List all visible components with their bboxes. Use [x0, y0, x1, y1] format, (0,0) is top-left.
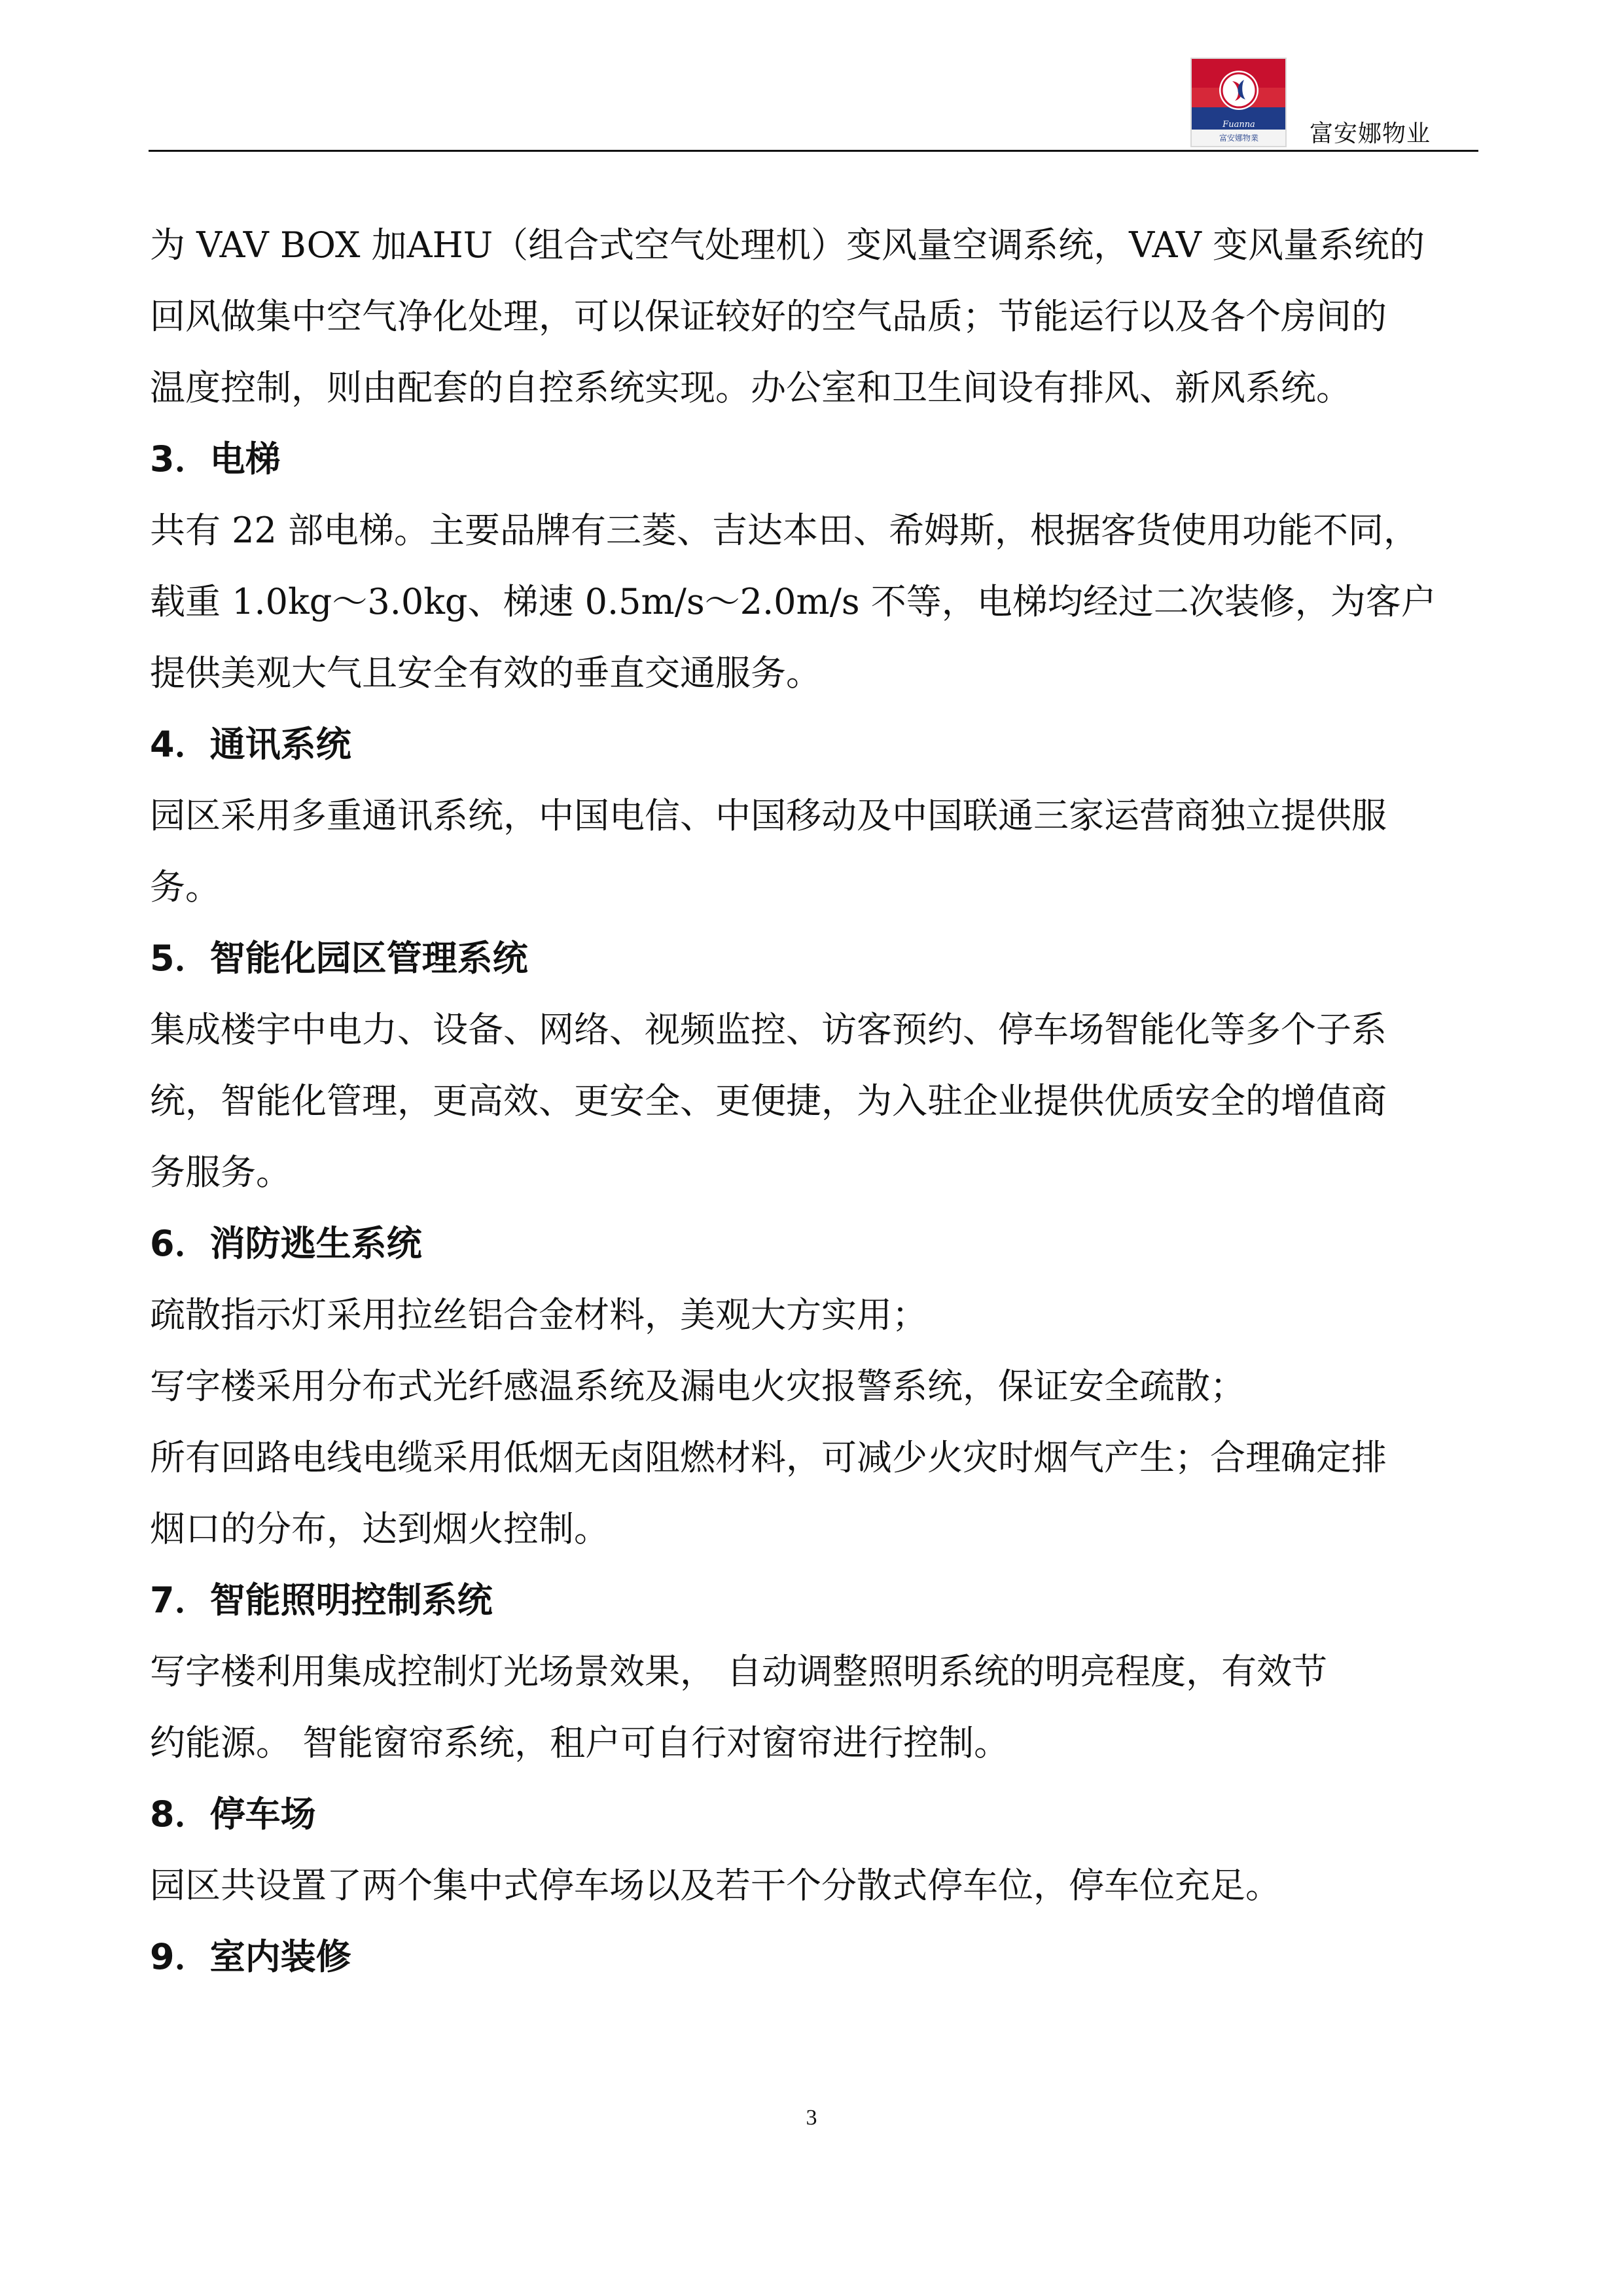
section-heading-fire-escape: 6．消防逃生系统 — [150, 1223, 422, 1264]
header-divider — [149, 150, 1478, 152]
elevator-line-2: 载重 1.0kg～3.0kg、梯速 0.5m/s～2.0m/s 不等，电梯均经过二次装修，为客户 — [150, 581, 1436, 622]
section-heading-lighting: 7．智能照明控制系统 — [150, 1580, 493, 1621]
intro-line-1: 为 VAV BOX 加AHU（组合式空气处理机）变风量空调系统，VAV 变风量系统的 — [150, 224, 1425, 266]
elevator-line-1: 共有 22 部电梯。主要品牌有三菱、吉达本田、希姆斯，根据客货使用功能不同， — [150, 510, 1419, 551]
intro-line-3: 温度控制，则由配套的自控系统实现。办公室和卫生间设有排风、新风系统。 — [150, 367, 1351, 408]
communication-line-1: 园区采用多重通讯系统，中国电信、中国移动及中国联通三家运营商独立提供服 — [150, 795, 1387, 836]
section-heading-elevator: 3．电梯 — [150, 438, 281, 480]
page-number: 3 — [806, 2106, 817, 2130]
parking-line-1: 园区共设置了两个集中式停车场以及若干个分散式停车位，停车位充足。 — [150, 1865, 1281, 1906]
section-heading-communication: 4．通讯系统 — [150, 724, 351, 765]
section-heading-smart-park: 5．智能化园区管理系统 — [150, 938, 528, 979]
logo-emblem — [1192, 59, 1285, 146]
lighting-line-2: 约能源。 智能窗帘系统，租户可自行对窗帘进行控制。 — [150, 1722, 1010, 1763]
fire-escape-line-3: 所有回路电线电缆采用低烟无卤阻燃材料，可减少火灾时烟气产生；合理确定排 — [150, 1437, 1387, 1478]
section-heading-parking: 8．停车场 — [150, 1793, 316, 1835]
fire-escape-line-4: 烟口的分布，达到烟火控制。 — [150, 1508, 609, 1549]
lighting-line-1: 写字楼利用集成控制灯光场景效果， 自动调整照明系统的明亮程度，有效节 — [150, 1651, 1328, 1692]
intro-line-2: 回风做集中空气净化处理，可以保证较好的空气品质；节能运行以及各个房间的 — [150, 296, 1387, 337]
smart-park-line-1: 集成楼宇中电力、设备、网络、视频监控、访客预约、停车场智能化等多个子系 — [150, 1009, 1387, 1050]
smart-park-line-3: 务服务。 — [150, 1152, 291, 1193]
svg-text:富安娜物業: 富安娜物業 — [1219, 133, 1259, 143]
svg-text:Fuanna: Fuanna — [1222, 120, 1255, 130]
section-heading-interior: 9．室内装修 — [150, 1936, 351, 1977]
smart-park-line-2: 统，智能化管理，更高效、更安全、更便捷，为入驻企业提供优质安全的增值商 — [150, 1080, 1387, 1122]
company-logo — [1190, 58, 1287, 147]
elevator-line-3: 提供美观大气且安全有效的垂直交通服务。 — [150, 652, 821, 694]
body-content — [150, 209, 1485, 1992]
communication-line-2: 务。 — [150, 866, 221, 908]
fire-escape-line-2: 写字楼采用分布式光纤感温系统及漏电火灾报警系统，保证安全疏散； — [150, 1366, 1245, 1407]
header-company-name: 富安娜物业 — [1310, 120, 1431, 147]
fire-escape-line-1: 疏散指示灯采用拉丝铝合金材料，美观大方实用； — [150, 1294, 927, 1335]
